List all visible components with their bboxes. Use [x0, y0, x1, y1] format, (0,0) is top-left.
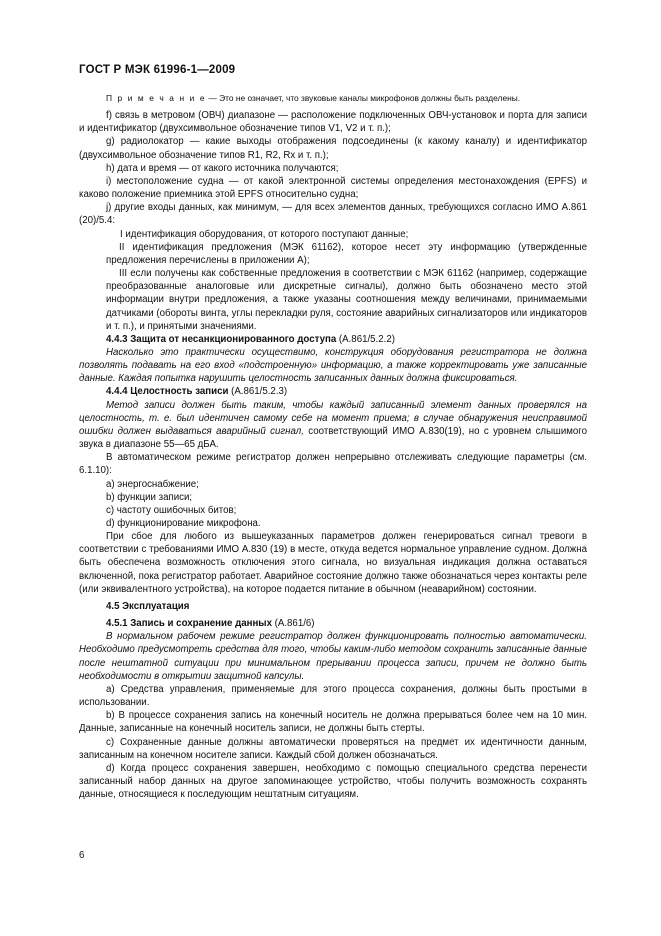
section-4-4-3-ref: (A.861/5.2.2)	[336, 333, 395, 345]
note-text: — Это не означает, что звуковые каналы микрофонов должны быть разделены.	[206, 93, 521, 103]
note-label: П р и м е ч а н и е	[106, 93, 207, 103]
page-content	[79, 92, 587, 801]
item-g: g) радиолокатор — какие выходы отображения подсоединены (к какому каналу) и идентификатор (двухсимвольное обозначение типов R1, R2, Rx и т. п.);	[79, 136, 587, 161]
section-4-5-heading	[79, 600, 587, 613]
item-h: h) дата и время — от какого источника получаются;	[106, 162, 339, 174]
section-4-4-4-failure: При сбое для любого из вышеуказанных параметров должен генерироваться сигнал тревоги в соответствии с требованиями ИМО А.830 (19) в месте, откуда ведется нормальное управление судном. Должна быть обеспечена возможность отключения этого сигнала, но визуальная индикация должна оставаться включенной, пока регистратор работает. Аварийное состояние должно также обозначаться через контакты реле (или эквивалентного устройства), на которое подается питание в обычном (неаварийном) состоянии.	[79, 531, 587, 595]
list-item: a) энергоснабжение;	[106, 478, 199, 490]
list-item: b) В процессе сохранения запись на конечный носитель не должна прерываться более чем на 10 мин. Данные, записанные на конечный носитель записи, не должны быть стерты.	[79, 710, 587, 735]
note	[79, 92, 587, 105]
list-item: d) Когда процесс сохранения завершен, необходимо с помощью специального средства перенести записанный набор данных на другое запоминающее устройство, чтобы получить возможность сохранять данные, относящиеся к последующим нештатным ситуациям.	[79, 762, 587, 801]
section-4-4-4-ref: (A.861/5.2.3)	[228, 386, 288, 398]
section-4-4-3-text: Насколько это практически осуществимо, конструкция оборудования регистратора не должна позволять подавать на его вход «подстроенную» информацию, а также корректировать уже записанные данные. Каждая попытка нарушить целостность записанных данных должна фиксироваться.	[79, 346, 587, 385]
list-item: b) функции записи;	[106, 491, 193, 503]
section-4-4-3-heading	[79, 333, 587, 346]
item-j-ii: II идентификация предложения (МЭК 61162), которое несет эту информацию (утвержденные предложения перечислены в приложении А);	[106, 241, 587, 266]
section-4-4-4-heading	[79, 385, 587, 398]
list-item: c) частоту ошибочных битов;	[106, 504, 237, 516]
section-4-4-3-title: 4.4.3 Защита от несанкционированного доступа	[106, 333, 337, 345]
section-4-4-4-text	[79, 399, 587, 452]
item-j-iii: III если получены как собственные предложения в соответствии с МЭК 61162 (например, содержащие преобразованные аналоговые или дискретные сигналы), должно быть обозначено место этой информации внутри предложения, а также указаны соотношения между величинами, принимаемыми датчиками (обороты винта, углы перекладки руля, состояние аварийных сигнализаторов или индикаторов и т. п.), и принятыми значениями.	[106, 268, 587, 332]
item-j-i: I идентификация оборудования, от которого поступают данные;	[120, 228, 409, 240]
section-4-4-4-title: 4.4.4 Целостность записи	[106, 386, 229, 398]
list-item: c) Сохраненные данные должны автоматически проверяться на предмет их идентичности данным, записанным на конечном носителе записи. Каждый сбой должен обозначаться.	[79, 736, 587, 761]
item-f: f) связь в метровом (ОВЧ) диапазоне — расположение подключенных ОВЧ-установок и порта для записи и идентификатор (двухсимвольное обозначение типов V1, V2 и т. п.);	[79, 110, 587, 135]
item-j: j) другие входы данных, как минимум, — для всех элементов данных, требующихся согласно ИМО A.861 (20)/5.4:	[79, 202, 587, 227]
list-item: a) Средства управления, применяемые для этого процесса сохранения, должны быть простыми в использовании.	[79, 683, 587, 709]
section-4-5-title: 4.5 Эксплуатация	[106, 600, 190, 612]
page-number: 6	[79, 850, 85, 861]
section-4-4-4-regular: соответствующий ИМО А.830(19), но с уровнем слышимого звука в диапазоне 55—65 дБА.	[79, 425, 587, 451]
section-4-5-1-text: В нормальном рабочем режиме регистратор должен функционировать полностью автоматически. Необходимо предусмотреть средства для того, чтобы каким-либо методом сохранить записанные данные после нештатной ситуации при минимальном прерывании процесса записи, причем не должно быть необходимости в открытии защитной капсулы.	[79, 631, 587, 682]
section-4-5-1-heading	[79, 617, 587, 630]
page-header: ГОСТ Р МЭК 61996-1—2009	[79, 64, 236, 76]
section-4-4-4-italic: Метод записи должен быть таким, чтобы каждый записанный элемент данных проверялся на целостность, т. е. был идентичен самому себе на момент приема; в случае обнаружения неисправимой ошибки должен выдаваться аварийный сигнал,	[79, 399, 587, 437]
list-item: d) функционирование микрофона.	[106, 518, 261, 529]
section-4-4-4-auto: В автоматическом режиме регистратор должен непрерывно отслеживать следующие параметры (см. 6.1.10):	[79, 452, 587, 477]
section-4-5-1-title: 4.5.1 Запись и сохранение данных	[106, 618, 272, 630]
item-i: i) местоположение судна — от какой электронной системы определения местонахождения (EPFS) и каково положение приемника этой EPFS относительно судна;	[79, 175, 587, 201]
section-4-5-1-ref: (A.861/6)	[271, 618, 315, 630]
